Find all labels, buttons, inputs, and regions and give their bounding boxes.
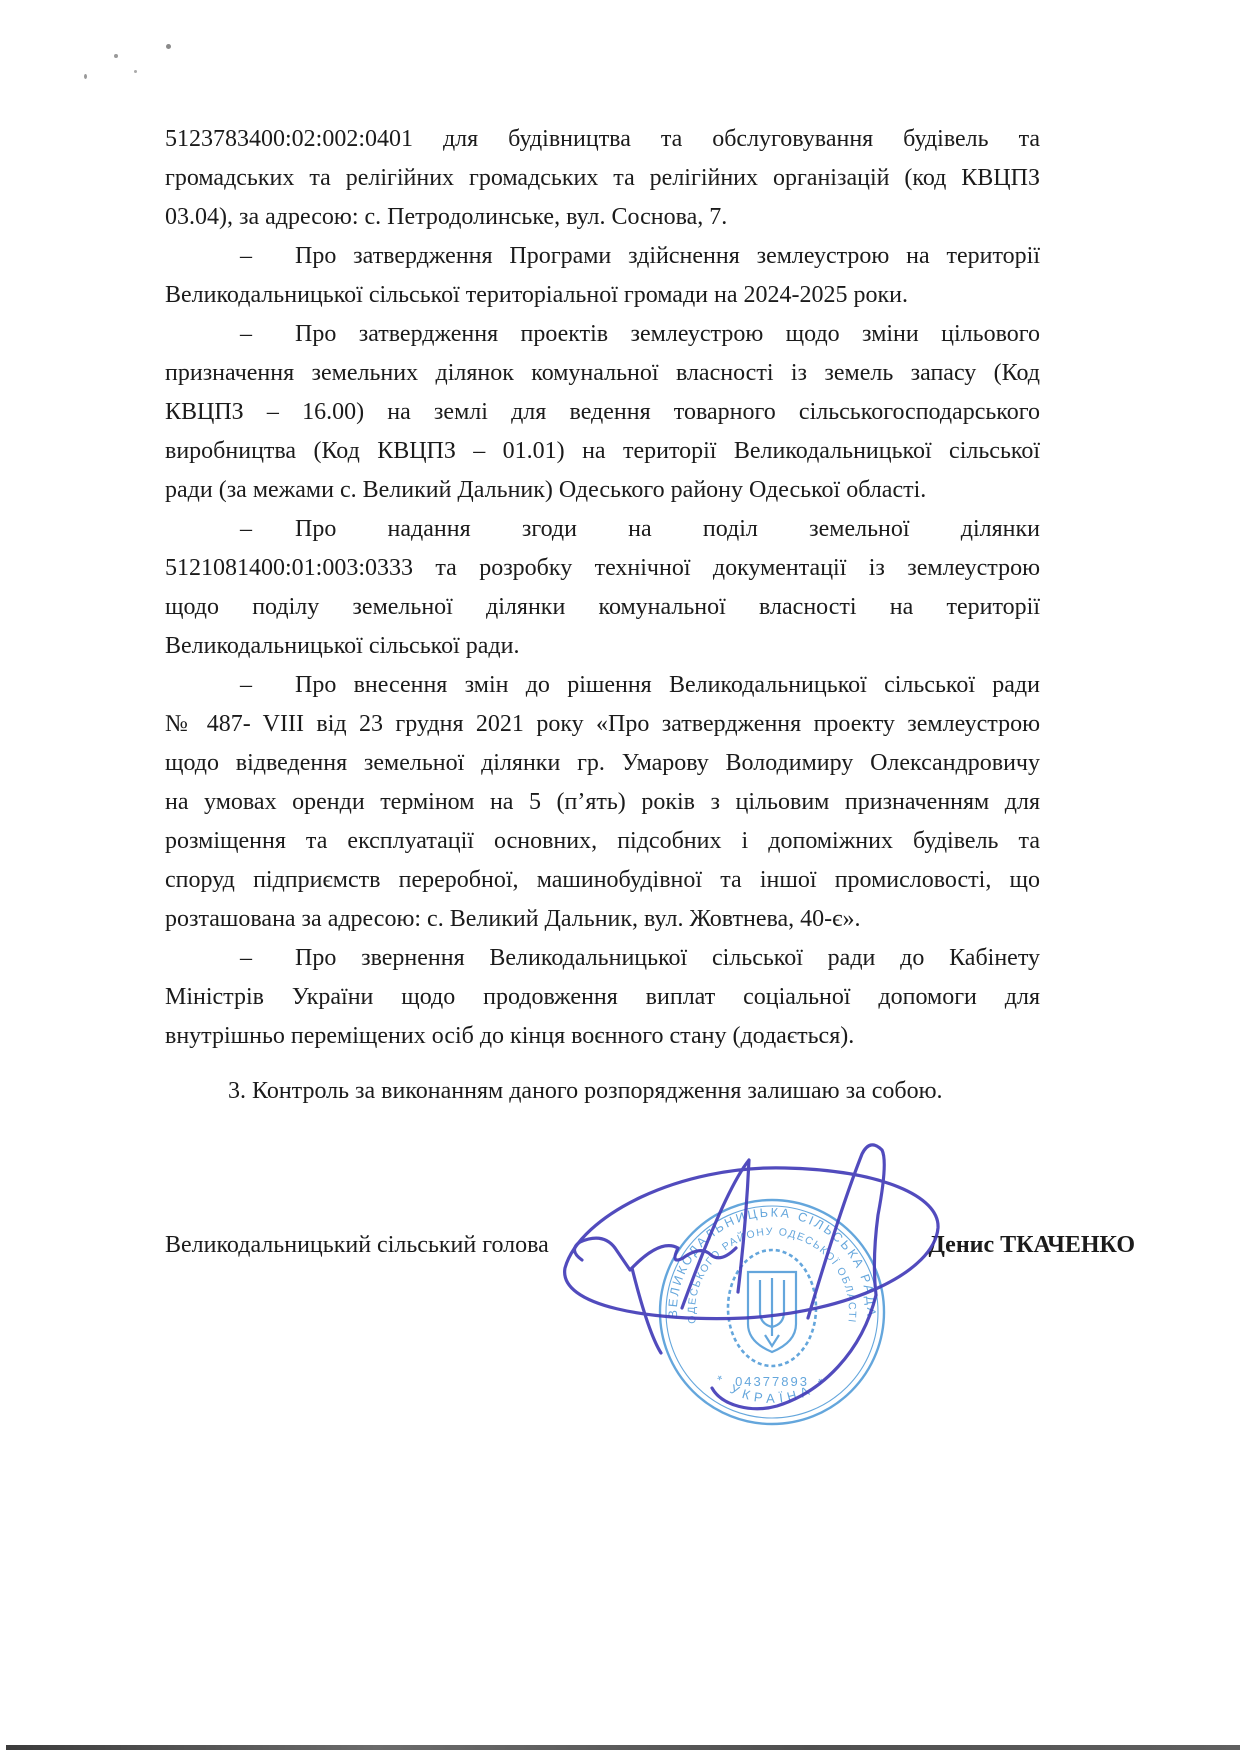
stamp-inner-arc-text: ОДЕСЬКОГО РАЙОНУ ОДЕСЬКОЇ ОБЛАСТІ [685, 1225, 859, 1325]
text-line-content: Про внесення змін до рішення Великодальницької сільської ради [295, 672, 1040, 698]
text-line: КВЦПЗ – 16.00) на землі для ведення товарного сільськогосподарського [165, 399, 1040, 425]
text-line [165, 666, 1040, 705]
stamp-top-arc-text: ВЕЛИКОДАЛЬНИЦЬКА СІЛЬСЬКА РАДА [665, 1205, 879, 1319]
paragraph [165, 510, 1040, 666]
text-line: щодо поділу земельної ділянки комунальної власності на території [165, 594, 1040, 620]
text-line [165, 315, 1040, 354]
text-line: 5121081400:01:003:0333 та розробку технічної документації із землеустрою [165, 555, 1040, 581]
list-dash: – [240, 243, 252, 269]
text-line-content: Про звернення Великодальницької сільської ради до Кабінету [295, 945, 1040, 971]
scan-artifact [134, 70, 137, 73]
text-line: розміщення та експлуатації основних, підсобних і допоміжних будівель та [165, 828, 1040, 854]
text-line: внутрішньо переміщених осіб до кінця воєнного стану (додається). [165, 1023, 855, 1049]
stamp-country-text: * УКРАЇНА * [711, 1371, 833, 1406]
text-line: громадських та релігійних громадських та релігійних організацій (код КВЦПЗ [165, 165, 1040, 191]
list-dash: – [240, 945, 252, 971]
paragraph [165, 120, 1040, 237]
text-line: Міністрів України щодо продовження виплат соціальної допомоги для [165, 984, 1040, 1010]
text-line-content: Про затвердження проектів землеустрою щодо зміни цільового [295, 321, 1040, 347]
text-line-content: Про надання згоди на поділ земельної ділянки [295, 516, 1040, 542]
text-line: ради (за межами с. Великий Дальник) Одеського району Одеської області. [165, 477, 927, 503]
signer-name: Денис ТКАЧЕНКО [928, 1232, 1135, 1258]
signature-descender [632, 1268, 661, 1353]
paragraph [165, 666, 1040, 939]
scan-edge-line [6, 1745, 1240, 1750]
text-line [165, 510, 1040, 549]
text-line [165, 237, 1040, 276]
text-line: Великодальницької сільської територіальної громади на 2024-2025 роки. [165, 282, 908, 308]
handwritten-signature [520, 1120, 1120, 1460]
scan-artifact [166, 44, 171, 49]
text-line: виробництва (Код КВЦПЗ – 01.01) на території Великодальницької сільської [165, 438, 1040, 464]
text-line: № 487- VIII від 23 грудня 2021 року «Про затвердження проекту землеустрою [165, 711, 1040, 737]
signature-stroke-graphic [520, 1120, 1120, 1460]
text-line: на умовах оренди терміном на 5 (п’ять) років з цільовим призначенням для [165, 789, 1040, 815]
signature-spike-left [682, 1160, 749, 1308]
text-line [165, 939, 1040, 978]
paragraph [165, 315, 1040, 510]
signer-title: Великодальницький сільський голова [165, 1232, 549, 1258]
text-line: призначення земельних ділянок комунальної власності із земель запасу (Код [165, 360, 1040, 386]
document-body [165, 120, 1040, 1111]
scan-artifact [114, 54, 118, 58]
text-line: розташована за адресою: с. Великий Дальник, вул. Жовтнева, 40-є». [165, 906, 861, 932]
stamp-edrpou-code: 04377893 [735, 1374, 809, 1389]
text-line: 03.04), за адресою: с. Петродолинське, вул. Соснова, 7. [165, 204, 728, 230]
text-line: споруд підприємств переробної, машинобудівної та іншої промисловості, що [165, 867, 1040, 893]
control-clause: 3. Контроль за виконанням даного розпорядження залишаю за собою. [228, 1078, 943, 1104]
text-line-content: Про затвердження Програми здійснення землеустрою на території [295, 243, 1040, 269]
list-dash: – [240, 321, 252, 347]
text-line: Великодальницької сільської ради. [165, 633, 520, 659]
list-dash: – [240, 672, 252, 698]
list-dash: – [240, 516, 252, 542]
scan-artifact [84, 74, 87, 79]
signature-squiggle [574, 1238, 736, 1270]
text-line: 5123783400:02:002:0401 для будівництва та обслуговування будівель та [165, 126, 1040, 152]
text-line: щодо відведення земельної ділянки гр. Умарову Володимиру Олександровичу [165, 750, 1040, 776]
paragraph [165, 939, 1040, 1056]
paragraph [165, 237, 1040, 315]
